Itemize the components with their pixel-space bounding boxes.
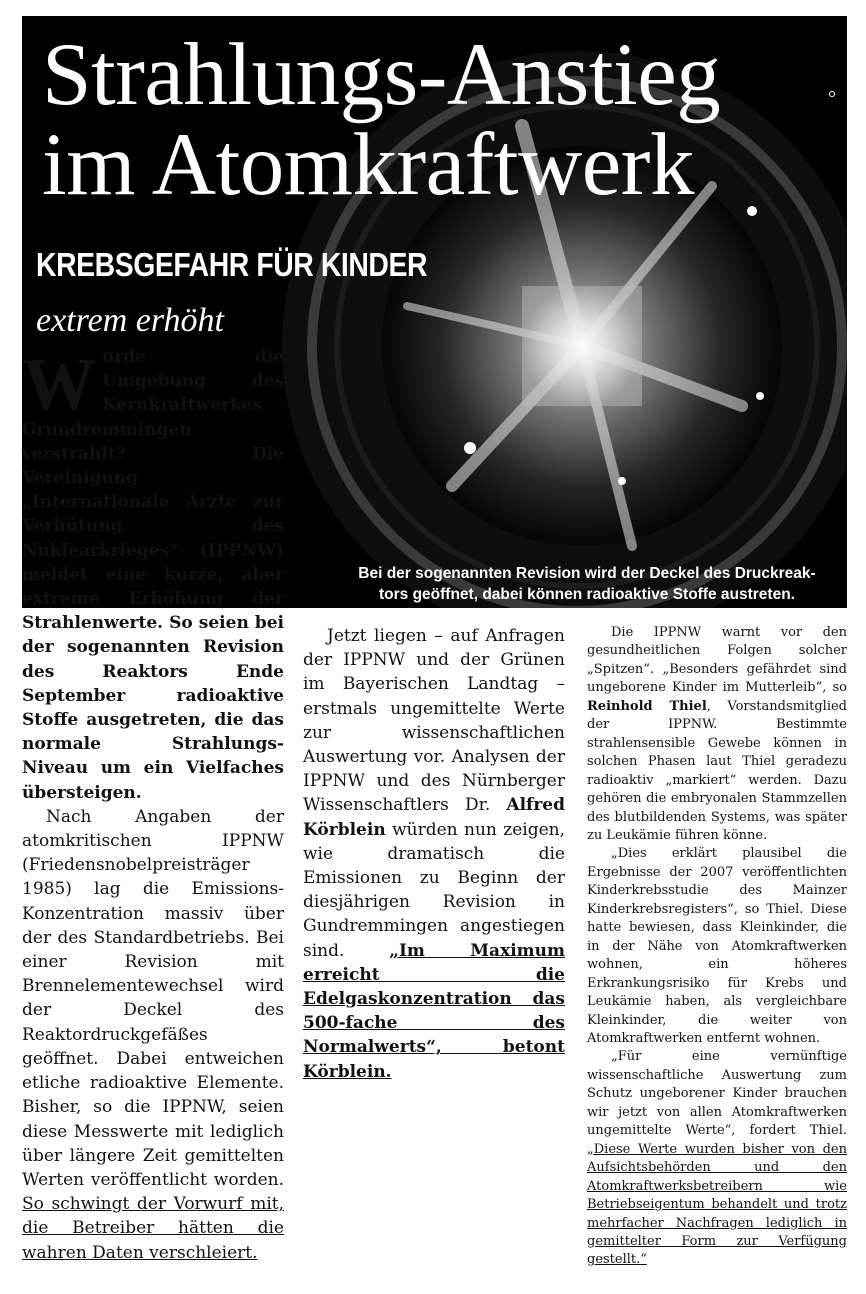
- column-3: [587, 624, 847, 1270]
- paragraph-6: [587, 1048, 847, 1269]
- lead-text: urde die Umgebung des Kernkraftwerkes Grundremmingen verstrahlt? Die Vereinigung „Internationale Ärzte zur Verhütung des Nuklearkrieges“ (IPPNW) meldet eine kurze, aber extreme Erhöhung der Strahlenwerte. So seien bei der sogenannten Revision des Reaktors Ende September radioaktive Stoffe ausgetreten, die das normale Strahlungs-Niveau um ein Vielfaches übersteigen.: [22, 347, 284, 803]
- photo-caption: [327, 563, 847, 605]
- column-1: [22, 345, 284, 1265]
- kicker: KREBSGEFAHR FÜR KINDER: [36, 246, 428, 283]
- paragraph-4: [587, 624, 847, 845]
- headline-line-2: im Atomkraftwerk: [42, 116, 694, 214]
- paragraph-2-text: Nach Angaben der atomkritischen IPPNW (Friedensnobelpreisträger 1985) lag die Emissions-Konzentration massiv über der des Standardbetriebs. Bei einer Revision mit Brennelementewechsel wird der Deckel des Reaktordruckgefäßes geöffnet. Dabei entweichen etliche radioaktive Elemente. Bisher, so die IPPNW, seien diese Messwerte mit lediglich über längere Zeit gemittelten Werten veröffentlicht worden.: [22, 806, 284, 1190]
- caption-line-2: tors geöffnet, dabei können radioaktive Stoffe austreten.: [379, 586, 795, 603]
- paragraph-6-text: „Für eine vernünftige wissenschaftliche Auswertung zum Schutz ungeborener Kinder brauchen wir jetzt von allen Atomkraftwerken ungemittelte Werte“, fordert Thiel.: [587, 1049, 847, 1139]
- paragraph-5: [587, 845, 847, 1048]
- paragraph-5-text: „Dies erklärt plausibel die Ergebnisse der 2007 veröffentlichten Kinderkrebsstudie des Mainzer Kinderkrebsregisters“, so Thiel. Diese hatte bewiesen, dass Kleinkinder, die in der Nähe von Atomkraftwerken wohnen, ein höheres Erkrankungsrisiko für Krebs und Leukämie haben, als vergleichbare Kleinkinder, die weiter von Atomkraftwerken entfernt wohnen.: [587, 846, 847, 1046]
- paragraph-3-underlined: „Im Maximum erreicht die Edelgaskonzentration das 500-fache des Normalwerts“, betont Körblein.: [303, 940, 565, 1082]
- paragraph-2: [22, 805, 284, 1265]
- subkicker: extrem erhöht: [36, 302, 224, 339]
- paragraph-3: [303, 624, 565, 1084]
- caption-line-1: Bei der sogenannten Revision wird der Deckel des Druckreak-: [358, 565, 816, 582]
- column-2: [303, 624, 565, 1084]
- paragraph-2-underlined: So schwingt der Vorwurf mit, die Betreiber hätten die wahren Daten verschleiert.: [22, 1194, 284, 1263]
- lead-paragraph: [22, 345, 284, 805]
- paragraph-4-text-2: , Vorstandsmitglied der IPPNW. Bestimmte strahlensensible Gewebe können in solchen Phasen laut Thiel geradezu radioaktiv „markiert“ werden. Dazu gehören die embryonalen Stammzellen des blutbildenden Systems, was später zu Leukämie führen könne.: [587, 698, 848, 843]
- name-thiel: Reinhold Thiel: [587, 698, 707, 714]
- name-koerblein: Alfred Körblein: [303, 795, 565, 840]
- drop-cap: W: [22, 344, 96, 426]
- paragraph-4-text: Die IPPNW warnt vor den gesundheitlichen Folgen solcher „Spitzen“. „Besonders gefährdet sind ungeborene Kinder im Mutterleib“, so: [587, 625, 847, 696]
- paragraph-3-text-2: würden nun zeigen, wie dramatisch die Emissionen zu Beginn der diesjährigen Revision in Gundremmingen angestiegen sind.: [303, 819, 565, 961]
- paragraph-3-text: Jetzt liegen – auf Anfragen der IPPNW und der Grünen im Bayerischen Landtag – erstmals ungemittelte Werte zur wissenschaftlichen Auswertung vor. Analysen der IPPNW und des Nürnberger Wissenschaftlers Dr.: [303, 626, 565, 816]
- headline-line-1: Strahlungs-Anstieg: [42, 26, 721, 124]
- headline: [42, 26, 721, 214]
- paragraph-6-underlined: „Diese Werte wurden bisher von den Aufsichtsbehörden und den Atomkraftwerksbetreibern wie Betriebseigentum behandelt und trotz mehrfacher Nachfragen lediglich in gemittelter Form zur Verfügung gestellt.“: [587, 1141, 847, 1268]
